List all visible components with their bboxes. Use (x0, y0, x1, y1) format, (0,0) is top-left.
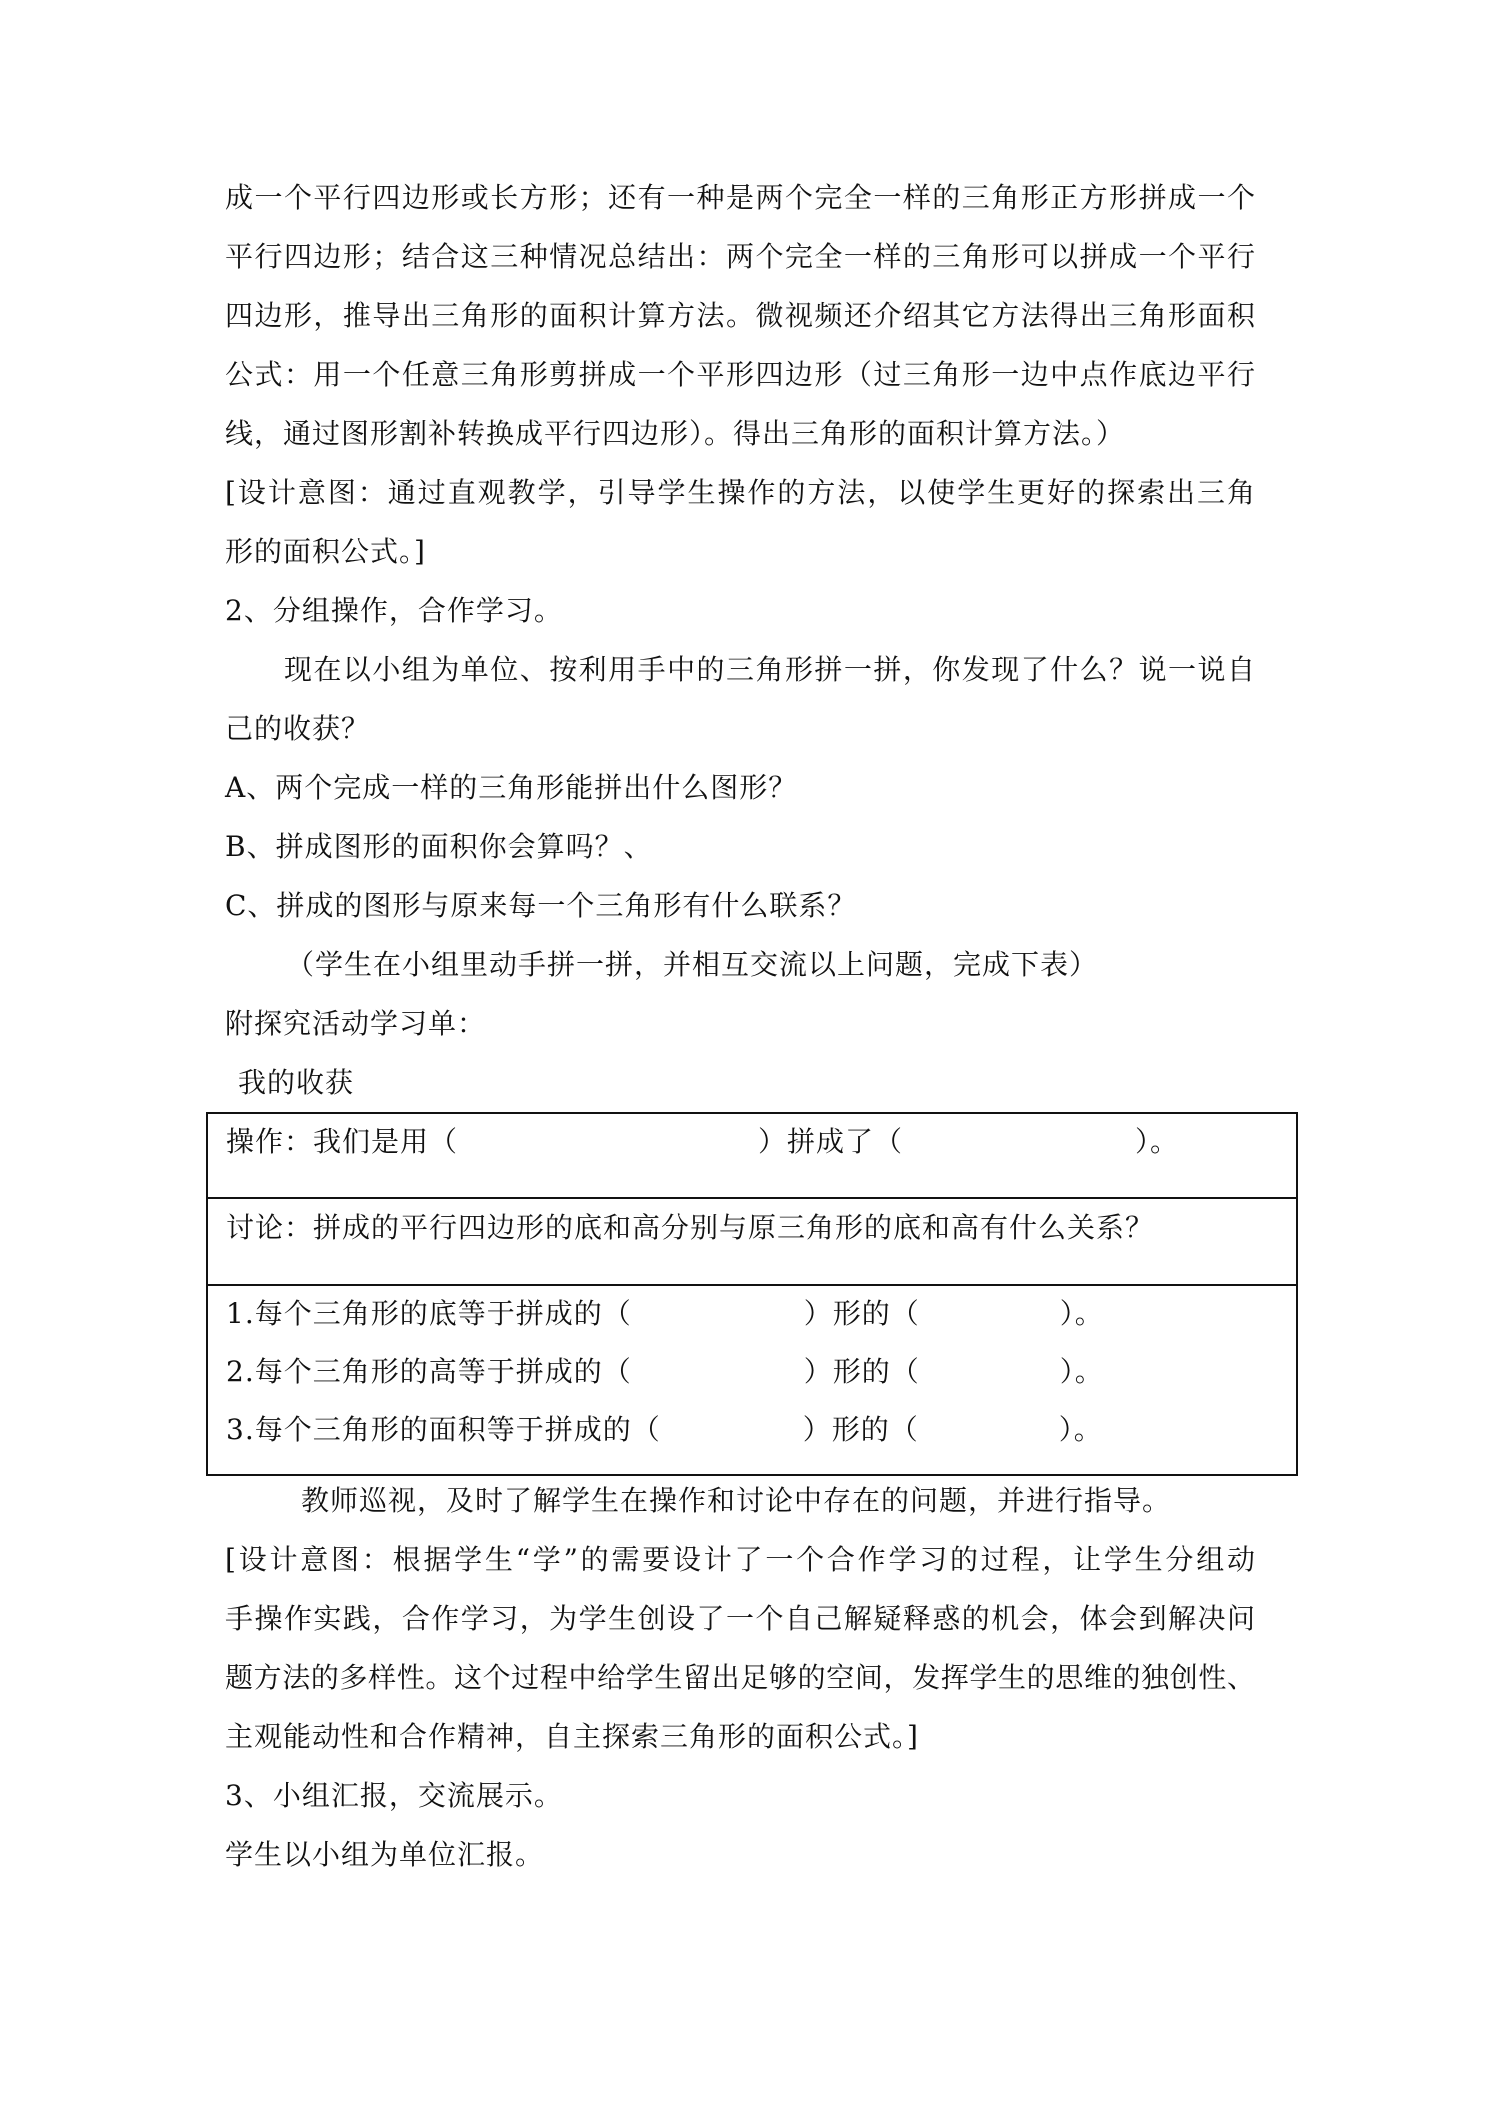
design-intent-line: [设计意图：通过直观教学，引导学生操作的方法，以使学生更好的探索出三角 (225, 476, 1255, 509)
paragraph-line: 平行四边形；结合这三种情况总结出：两个完全一样的三角形可以拼成一个平行 (225, 240, 1255, 273)
answer-row-prefix: 1.每个三角形的底等于拼成的（ (226, 1297, 632, 1330)
paragraph-line: 四边形，推导出三角形的面积计算方法。微视频还介绍其它方法得出三角形面积 (225, 299, 1255, 332)
answer-row-middle: ）形的（ (802, 1413, 919, 1446)
paragraph-line: 己的收获？ (225, 712, 371, 745)
section-heading: 2、分组操作，合作学习。 (225, 594, 563, 627)
paragraph-line: 学生以小组为单位汇报。 (225, 1838, 545, 1871)
design-intent-line: 手操作实践，合作学习，为学生创设了一个自己解疑释惑的机会，体会到解决问 (225, 1602, 1255, 1635)
answer-row-suffix: ）。 (1059, 1297, 1104, 1330)
answer-row-1 (226, 1294, 1104, 1334)
design-intent-line: 题方法的多样性。这个过程中给学生留出足够的空间，发挥学生的思维的独创性、 (225, 1661, 1255, 1694)
answer-row-middle: ）形的（ (803, 1355, 920, 1388)
section-heading: 3、小组汇报，交流展示。 (225, 1779, 563, 1812)
answer-row-suffix: ）。 (1058, 1413, 1103, 1446)
discussion-row: 讨论：拼成的平行四边形的底和高分别与原三角形的底和高有什么关系？ (226, 1211, 1155, 1244)
harvest-title: 我的收获 (238, 1066, 355, 1099)
design-intent-line: 主观能动性和合作精神，自主探索三角形的面积公式。] (225, 1720, 919, 1753)
answer-row-3 (226, 1410, 1103, 1450)
answer-row-suffix: ）。 (1059, 1355, 1104, 1388)
operation-prefix: 操作：我们是用（ (226, 1125, 459, 1158)
operation-suffix: ）。 (1135, 1125, 1180, 1158)
answer-row-2 (226, 1352, 1104, 1392)
operation-row (226, 1122, 1179, 1162)
worksheet-table (206, 1112, 1298, 1476)
paragraph-line: 线，通过图形割补转换成平行四边形）。得出三角形的面积计算方法。） (225, 417, 1126, 450)
design-intent-line: [设计意图：根据学生“学”的需要设计了一个合作学习的过程，让学生分组动 (225, 1543, 1255, 1576)
table-divider (208, 1197, 1296, 1199)
answer-row-prefix: 2.每个三角形的高等于拼成的（ (226, 1355, 632, 1388)
question-a: A、两个完成一样的三角形能拼出什么图形？ (225, 771, 798, 804)
attachment-label: 附探究活动学习单： (225, 1007, 487, 1040)
student-note: （学生在小组里动手拼一拼，并相互交流以上问题，完成下表） (286, 948, 1099, 981)
question-c: C、拼成的图形与原来每一个三角形有什么联系？ (225, 889, 857, 922)
question-b: B、拼成图形的面积你会算吗？、 (225, 830, 653, 863)
table-divider (208, 1284, 1296, 1286)
paragraph-line: 成一个平行四边形或长方形；还有一种是两个完全一样的三角形正方形拼成一个 (225, 181, 1255, 214)
design-intent-line: 形的面积公式。] (225, 535, 426, 568)
answer-row-middle: ）形的（ (803, 1297, 920, 1330)
answer-row-prefix: 3.每个三角形的面积等于拼成的（ (226, 1413, 661, 1446)
paragraph-line: 公式：用一个任意三角形剪拼成一个平形四边形（过三角形一边中点作底边平行 (225, 358, 1255, 391)
operation-middle: ）拼成了（ (758, 1125, 904, 1158)
teacher-note: 教师巡视，及时了解学生在操作和讨论中存在的问题，并进行指导。 (301, 1484, 1172, 1517)
paragraph-line: 现在以小组为单位、按利用手中的三角形拼一拼，你发现了什么？说一说自 (284, 653, 1255, 686)
